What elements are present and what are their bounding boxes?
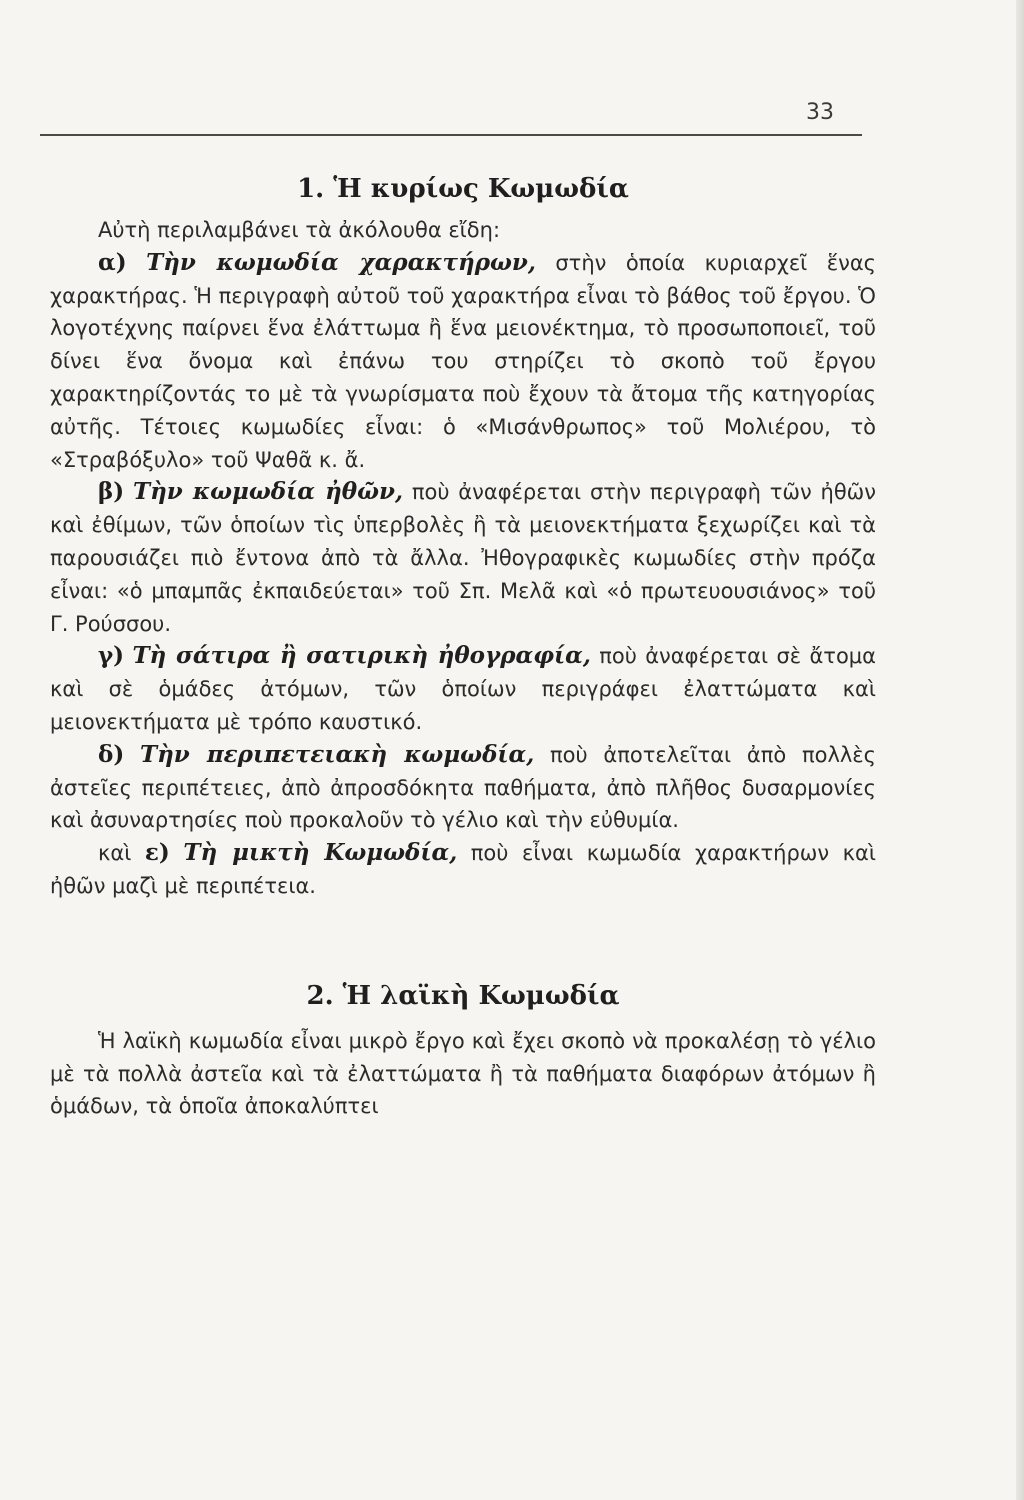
item-a — [50, 247, 876, 477]
section-1-title: 1. Ἡ κυρίως Κωμωδία — [297, 174, 629, 204]
section-2-text: Ἡ λαϊκὴ κωμωδία εἶναι μικρὸ ἔργο καὶ ἔχει σκοπὸ νὰ προκαλέσῃ τὸ γέλιο μὲ τὰ πολλὰ ἀστεῖα καὶ τὰ ἐλαττώματα ἢ τὰ παθήματα διαφόρων ἀτόμων ἢ ὁμάδων, τὰ ὁποῖα ἀποκαλύπτει — [50, 1028, 876, 1119]
item-d — [50, 739, 876, 837]
item-c — [50, 640, 876, 738]
item-d-marker: δ) — [98, 740, 125, 768]
section-1-intro: Αὐτὴ περιλαμβάνει τὰ ἀκόλουθα εἴδη: — [98, 218, 501, 242]
item-b-marker: β) — [98, 478, 125, 506]
item-c-term: Τὴ σάτιρα ἢ σατιρικὴ ἠθογραφία, — [132, 642, 591, 670]
item-c-marker: γ) — [98, 642, 125, 670]
item-b-text: ποὺ ἀναφέρεται στὴν περιγραφὴ τῶν ἠθῶν καὶ ἐθίμων, τῶν ὁποίων τὶς ὑπερβολὲς ἢ τὰ μειονεκτήματα ξεχωρίζει καὶ τὰ παρουσιάζει πιὸ ἔντονα ἀπὸ τὰ ἄλλα. Ἠθογραφικὲς κωμωδίες στὴν πρόζα εἶναι: «ὁ μπαμπᾶς ἐκπαιδεύεται» τοῦ Σπ. Μελᾶ καὶ «ὁ πρωτευουσιάνος» τοῦ Γ. Ρούσσου. — [50, 480, 877, 636]
item-b-term: Τὴν κωμωδία ἠθῶν, — [132, 478, 404, 506]
item-e-term: Τὴ μικτὴ Κωμωδία, — [183, 839, 458, 867]
page-content — [50, 160, 876, 1123]
item-a-term: Τὴν κωμωδία χαρακτήρων, — [146, 248, 536, 276]
item-d-text: ποὺ ἀποτελεῖται ἀπὸ πολλὲς ἀστεῖες περιπέτειες, ἀπὸ ἀπροσδόκητα παθήματα, ἀπὸ πλῆθος δυσαρμονίες καὶ ἀσυναρτησίες ποὺ προκαλοῦν τὸ γέλιο καὶ τὴν εὐθυμία. — [50, 742, 876, 833]
item-a-text: στὴν ὁποία κυριαρχεῖ ἕνας χαρακτήρας. Ἡ περιγραφὴ αὐτοῦ τοῦ χαρακτήρα εἶναι τὸ βάθος τοῦ ἔργου. Ὁ λογοτέχνης παίρνει ἕνα ἐλάττωμα ἢ ἕνα μειονέκτημα, τὸ προσωποποιεῖ, τοῦ δίνει ἕνα ὄνομα καὶ ἐπάνω του στηρίζει τὸ σκοπὸ τοῦ ἔργου χαρακτηρίζοντάς το μὲ τὰ γνωρίσματα ποὺ ἔχουν τὰ ἄτομα τῆς κατηγορίας αὐτῆς. Τέτοιες κωμωδίες εἶναι: ὁ «Μισάνθρωπος» τοῦ Μολιέρου, τὸ «Στραβόξυλο» τοῦ Ψαθᾶ κ. ἄ. — [50, 250, 876, 472]
header-rule — [40, 134, 862, 136]
item-e — [50, 837, 876, 903]
section-2-title: 2. Ἡ λαϊκὴ Κωμωδία — [306, 980, 620, 1011]
item-e-text: ποὺ εἶναι κωμωδία χαρακτήρων καὶ ἠθῶν μαζὶ μὲ περιπέτεια. — [50, 841, 876, 898]
item-c-text: ποὺ ἀναφέρεται σὲ ἄτομα καὶ σὲ ὁμάδες ἀτόμων, τῶν ὁποίων περιγράφει ἐλαττώματα καὶ μειονεκτήματα μὲ τρόπο καυστικό. — [50, 644, 876, 734]
page-number: 33 — [806, 100, 834, 125]
item-d-term: Τὴν περιπετειακὴ κωμωδία, — [139, 740, 535, 768]
page-edge — [1016, 0, 1024, 1500]
item-e-marker: ε) — [144, 839, 170, 867]
item-e-lead: καὶ — [98, 841, 132, 866]
item-a-marker: α) — [98, 248, 127, 276]
item-b — [50, 476, 876, 640]
